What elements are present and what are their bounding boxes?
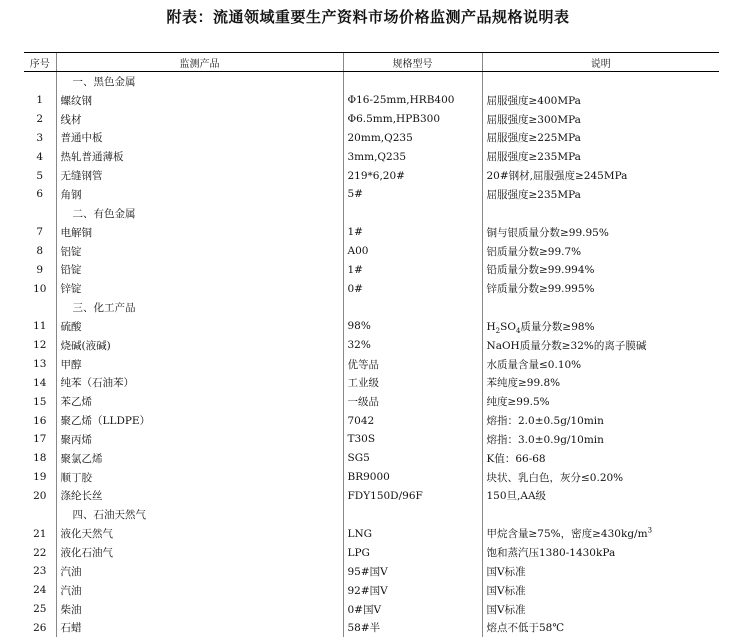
table-row bbox=[24, 110, 719, 129]
row-desc: 国Ⅴ标准 bbox=[482, 581, 719, 600]
row-seq: 5 bbox=[36, 169, 44, 182]
row-seq: 16 bbox=[33, 414, 47, 427]
table-row bbox=[24, 279, 719, 298]
row-product: 聚乙烯（LLDPE） bbox=[56, 411, 343, 430]
table-row bbox=[24, 430, 719, 449]
row-desc: 屈服强度≥300MPa bbox=[482, 110, 719, 129]
category-seq bbox=[24, 204, 56, 223]
row-desc: 铅质量分数≥99.994% bbox=[482, 260, 719, 279]
row-spec: 58#半 bbox=[343, 618, 482, 637]
row-spec: FDY150D/96F bbox=[343, 487, 482, 506]
row-desc: 屈服强度≥235MPa bbox=[482, 147, 719, 166]
row-spec: 1# bbox=[343, 260, 482, 279]
row-seq: 7 bbox=[36, 226, 44, 239]
row-spec: 32% bbox=[343, 336, 482, 355]
row-product: 普通中板 bbox=[56, 129, 343, 148]
row-product: 硫酸 bbox=[56, 317, 343, 336]
category-desc bbox=[482, 298, 719, 317]
table-row bbox=[24, 336, 719, 355]
row-seq: 11 bbox=[33, 320, 47, 333]
category-spec bbox=[343, 298, 482, 317]
row-product: 角钢 bbox=[56, 185, 343, 204]
category-name: 一、黑色金属 bbox=[56, 72, 343, 91]
row-seq: 26 bbox=[33, 621, 47, 634]
table-row bbox=[24, 355, 719, 374]
category-seq bbox=[24, 72, 56, 91]
row-seq: 24 bbox=[33, 584, 47, 597]
table-row bbox=[24, 317, 719, 336]
table-row bbox=[24, 223, 719, 242]
table-row bbox=[24, 449, 719, 468]
row-desc: 150旦,AA级 bbox=[482, 487, 719, 506]
row-spec: 219*6,20# bbox=[343, 166, 482, 185]
row-desc: 熔指：3.0±0.9g/10min bbox=[482, 430, 719, 449]
row-spec: LNG bbox=[343, 524, 482, 543]
row-spec: 3mm,Q235 bbox=[343, 147, 482, 166]
table-row bbox=[24, 166, 719, 185]
row-spec: 95#国Ⅴ bbox=[343, 562, 482, 581]
header-product: 监测产品 bbox=[56, 53, 343, 72]
row-seq: 9 bbox=[36, 263, 44, 276]
row-seq: 23 bbox=[33, 565, 47, 578]
row-spec: 5# bbox=[343, 185, 482, 204]
row-desc: 屈服强度≥235MPa bbox=[482, 185, 719, 204]
row-seq: 21 bbox=[33, 527, 47, 540]
category-name: 四、石油天然气 bbox=[56, 505, 343, 524]
row-seq: 2 bbox=[36, 113, 44, 126]
row-seq: 15 bbox=[33, 395, 47, 408]
row-spec: SG5 bbox=[343, 449, 482, 468]
table-row bbox=[24, 374, 719, 393]
row-desc: 国Ⅴ标准 bbox=[482, 562, 719, 581]
row-spec: T30S bbox=[343, 430, 482, 449]
desc-part: 甲烷含量≥75%，密度≥430kg/m bbox=[486, 528, 648, 541]
desc-part: H bbox=[486, 320, 496, 333]
row-desc: 屈服强度≥225MPa bbox=[482, 129, 719, 148]
row-desc: 铜与银质量分数≥99.95% bbox=[482, 223, 719, 242]
category-desc bbox=[482, 204, 719, 223]
category-row bbox=[24, 298, 719, 317]
category-name: 三、化工产品 bbox=[56, 298, 343, 317]
row-spec: 92#国Ⅴ bbox=[343, 581, 482, 600]
table-row bbox=[24, 129, 719, 148]
row-desc: 铝质量分数≥99.7% bbox=[482, 242, 719, 261]
row-desc: 熔点不低于58℃ bbox=[482, 618, 719, 637]
row-spec: LPG bbox=[343, 543, 482, 562]
row-product: 液化天然气 bbox=[56, 524, 343, 543]
category-seq bbox=[24, 298, 56, 317]
row-product: 铝锭 bbox=[56, 242, 343, 261]
row-product: 无缝钢管 bbox=[56, 166, 343, 185]
row-desc: 熔指：2.0±0.5g/10min bbox=[482, 411, 719, 430]
row-spec: 工业级 bbox=[343, 374, 482, 393]
row-seq: 6 bbox=[36, 188, 44, 201]
row-spec: 一级品 bbox=[343, 392, 482, 411]
row-spec: 优等品 bbox=[343, 355, 482, 374]
table-row bbox=[24, 543, 719, 562]
header-seq: 序号 bbox=[24, 53, 56, 72]
row-desc: K值：66-68 bbox=[482, 449, 719, 468]
category-seq bbox=[24, 505, 56, 524]
row-product: 顺丁胶 bbox=[56, 468, 343, 487]
row-seq: 17 bbox=[33, 433, 47, 446]
table-row bbox=[24, 185, 719, 204]
row-spec: 0#国Ⅴ bbox=[343, 600, 482, 619]
row-product: 汽油 bbox=[56, 562, 343, 581]
table-row bbox=[24, 242, 719, 261]
category-spec bbox=[343, 505, 482, 524]
row-product: 热轧普通薄板 bbox=[56, 147, 343, 166]
row-product: 柴油 bbox=[56, 600, 343, 619]
table-row bbox=[24, 618, 719, 637]
row-desc: 饱和蒸汽压1380-1430kPa bbox=[482, 543, 719, 562]
row-seq: 18 bbox=[33, 452, 47, 465]
table-row bbox=[24, 468, 719, 487]
header-spec: 规格型号 bbox=[343, 53, 482, 72]
header-desc: 说明 bbox=[482, 53, 719, 72]
row-product: 聚丙烯 bbox=[56, 430, 343, 449]
row-seq: 4 bbox=[36, 150, 44, 163]
category-desc bbox=[482, 505, 719, 524]
row-spec: 98% bbox=[343, 317, 482, 336]
row-product: 纯苯（石油苯） bbox=[56, 374, 343, 393]
table-row bbox=[24, 562, 719, 581]
table-row bbox=[24, 411, 719, 430]
row-desc bbox=[482, 524, 719, 543]
row-product: 线材 bbox=[56, 110, 343, 129]
category-row bbox=[24, 204, 719, 223]
row-spec: Φ16-25mm,HRB400 bbox=[343, 91, 482, 110]
row-product: 液化石油气 bbox=[56, 543, 343, 562]
table-row bbox=[24, 260, 719, 279]
row-seq: 19 bbox=[33, 471, 47, 484]
row-spec: BR9000 bbox=[343, 468, 482, 487]
row-product: 铅锭 bbox=[56, 260, 343, 279]
table-header-row bbox=[24, 53, 719, 72]
row-product: 烧碱(液碱) bbox=[56, 336, 343, 355]
row-product: 聚氯乙烯 bbox=[56, 449, 343, 468]
row-seq: 13 bbox=[33, 358, 47, 371]
row-seq: 10 bbox=[33, 282, 47, 295]
desc-part: 3 bbox=[647, 526, 653, 535]
row-spec: A00 bbox=[343, 242, 482, 261]
category-spec bbox=[343, 72, 482, 91]
row-product: 石蜡 bbox=[56, 618, 343, 637]
row-seq: 20 bbox=[33, 489, 47, 502]
row-spec: Φ6.5mm,HPB300 bbox=[343, 110, 482, 129]
table-row bbox=[24, 91, 719, 110]
row-product: 甲醇 bbox=[56, 355, 343, 374]
row-product: 螺纹钢 bbox=[56, 91, 343, 110]
desc-part: 4 bbox=[515, 326, 521, 335]
table-row bbox=[24, 487, 719, 506]
row-product: 电解铜 bbox=[56, 223, 343, 242]
desc-part: 2 bbox=[495, 326, 501, 335]
row-seq: 1 bbox=[36, 94, 44, 107]
row-spec: 7042 bbox=[343, 411, 482, 430]
category-name: 二、有色金属 bbox=[56, 204, 343, 223]
table-row bbox=[24, 581, 719, 600]
row-desc bbox=[482, 317, 719, 336]
row-desc: 苯纯度≥99.8% bbox=[482, 374, 719, 393]
category-spec bbox=[343, 204, 482, 223]
desc-part: SO bbox=[500, 320, 516, 333]
row-product: 锌锭 bbox=[56, 279, 343, 298]
row-desc: 水质量含量≤0.10% bbox=[482, 355, 719, 374]
desc-part: 质量分数≥98% bbox=[520, 320, 595, 333]
row-desc: 屈服强度≥400MPa bbox=[482, 91, 719, 110]
row-desc: 纯度≥99.5% bbox=[482, 392, 719, 411]
row-seq: 3 bbox=[36, 131, 44, 144]
row-desc: 国Ⅴ标准 bbox=[482, 600, 719, 619]
row-product: 汽油 bbox=[56, 581, 343, 600]
row-desc: NaOH质量分数≥32%的离子膜碱 bbox=[482, 336, 719, 355]
row-seq: 8 bbox=[36, 245, 44, 258]
row-seq: 22 bbox=[33, 546, 47, 559]
table-row bbox=[24, 600, 719, 619]
row-seq: 14 bbox=[33, 376, 47, 389]
row-seq: 25 bbox=[33, 603, 47, 616]
table-row bbox=[24, 524, 719, 543]
row-product: 涤纶长丝 bbox=[56, 487, 343, 506]
category-row bbox=[24, 72, 719, 91]
table-body bbox=[24, 72, 719, 638]
table-row bbox=[24, 147, 719, 166]
row-desc: 20#钢材,屈服强度≥245MPa bbox=[482, 166, 719, 185]
document-title: 附表：流通领域重要生产资料市场价格监测产品规格说明表 bbox=[166, 8, 570, 26]
spec-table bbox=[24, 52, 719, 637]
row-seq: 12 bbox=[33, 339, 47, 352]
row-desc: 块状、乳白色，灰分≤0.20% bbox=[482, 468, 719, 487]
row-spec: 20mm,Q235 bbox=[343, 129, 482, 148]
table-row bbox=[24, 392, 719, 411]
row-spec: 0# bbox=[343, 279, 482, 298]
category-desc bbox=[482, 72, 719, 91]
row-desc: 锌质量分数≥99.995% bbox=[482, 279, 719, 298]
row-product: 苯乙烯 bbox=[56, 392, 343, 411]
category-row bbox=[24, 505, 719, 524]
row-spec: 1# bbox=[343, 223, 482, 242]
